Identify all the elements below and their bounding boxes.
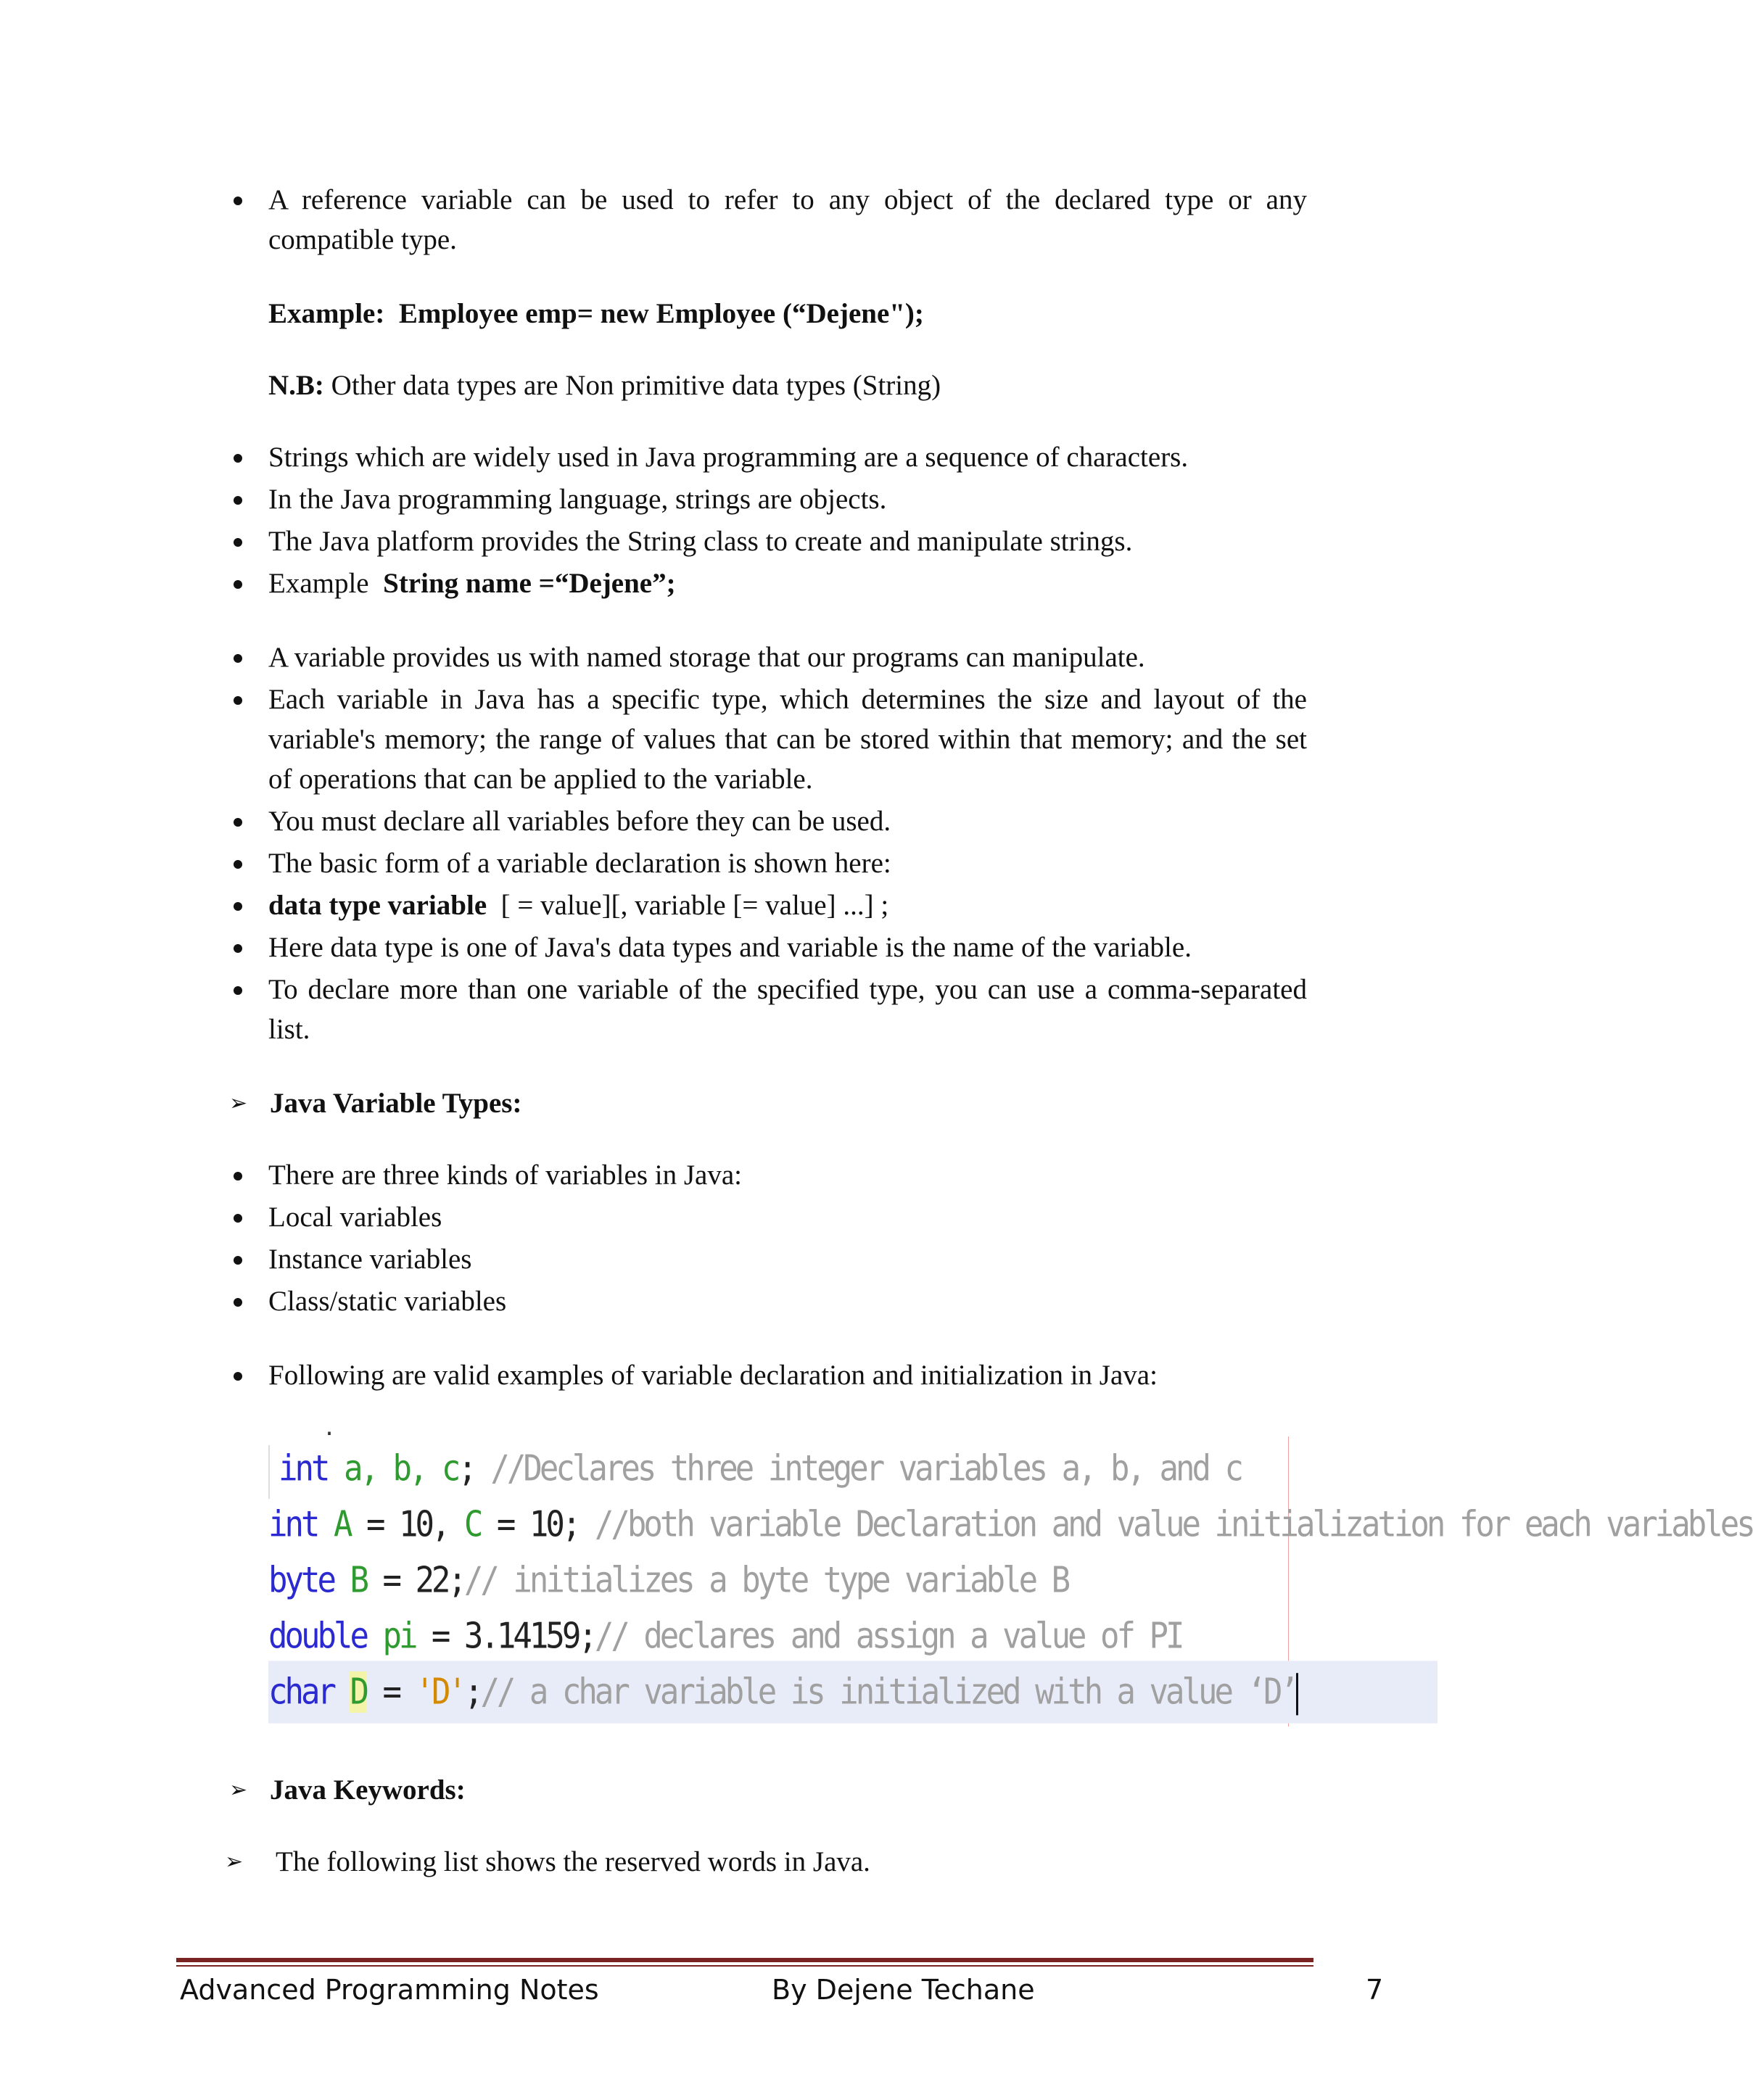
section-heading-variable-types: ➢ Java Variable Types: [218,1083,1307,1123]
list-item: There are three kinds of variables in Java: [218,1155,1307,1195]
list-item: Class/static variables [218,1281,1307,1321]
list-item: The basic form of a variable declaration is shown here: [218,843,1307,883]
code-dot: . [323,1415,337,1441]
list-item: A variable provides us with named storage that our programs can manipulate. [218,637,1307,677]
nb-note: N.B: Other data types are Non primitive data types (String) [268,370,941,401]
code-screenshot [268,1415,1753,1727]
footer-author: By Dejene Techane [772,1974,1035,2006]
list-item: Instance variables [218,1239,1307,1279]
code-line-1: int a, b, c; //Declares three integer variables a, b, and c [279,1447,1241,1490]
section-heading-java-keywords: ➢ Java Keywords: [218,1770,1307,1810]
arrow-bullet-icon: ➢ [225,1849,244,1874]
page-content [218,180,1753,1882]
code-line-2: int A = 10, C = 10; //both variable Declaration and value initialization for each variables [268,1503,1753,1546]
list-item: Strings which are widely used in Java programming are a sequence of characters. [218,437,1307,477]
list-item: Example String name =“Dejene”; [218,563,1307,603]
examples-intro-list [218,1355,1307,1395]
variables-list [218,637,1307,1049]
code-line-4: double pi = 3.14159;// declares and assign a value of PI [268,1615,1182,1658]
list-item: Local variables [218,1197,1307,1237]
list-item: The Java platform provides the String class to create and manipulate strings. [218,521,1307,561]
list-item: Each variable in Java has a specific type, which determines the size and layout of the variable's memory; the range of values that can be stored within that memory; and the set of operations that can be applied to the variable. [218,679,1307,799]
code-gutter [268,1445,270,1499]
list-item: A reference variable can be used to refer to any object of the declared type or any compatible type. [218,180,1307,260]
footer-title: Advanced Programming Notes [180,1974,599,2006]
list-item: Following are valid examples of variable declaration and initialization in Java: [218,1355,1307,1395]
list-item: To declare more than one variable of the specified type, you can use a comma-separated list. [218,970,1307,1049]
list-item: In the Java programming language, strings are objects. [218,479,1307,519]
code-line-3: byte B = 22;// initializes a byte type variable B [268,1559,1068,1602]
strings-list [218,437,1307,603]
employee-example: Example: Employee emp= new Employee (“Dejene"); [268,298,924,329]
reference-list [218,180,1307,260]
page-number: 7 [1366,1974,1384,2006]
text-caret [1296,1673,1298,1715]
variable-types-list [218,1155,1307,1321]
footer-rule [176,1958,1313,1962]
list-item: data type variable [ = value][, variable [= value] ...] ; [218,885,1307,925]
list-item: Here data type is one of Java's data types and variable is the name of the variable. [218,927,1307,967]
list-item: You must declare all variables before they can be used. [218,801,1307,841]
footer-rule-thin [176,1965,1313,1967]
arrow-bullet-icon: ➢ [229,1777,248,1803]
keywords-intro: ➢ The following list shows the reserved words in Java. [225,1842,1307,1882]
code-line-5: char D = 'D';// a char variable is initialized with a value ‘D’ [268,1661,1438,1723]
arrow-bullet-icon: ➢ [229,1091,248,1116]
